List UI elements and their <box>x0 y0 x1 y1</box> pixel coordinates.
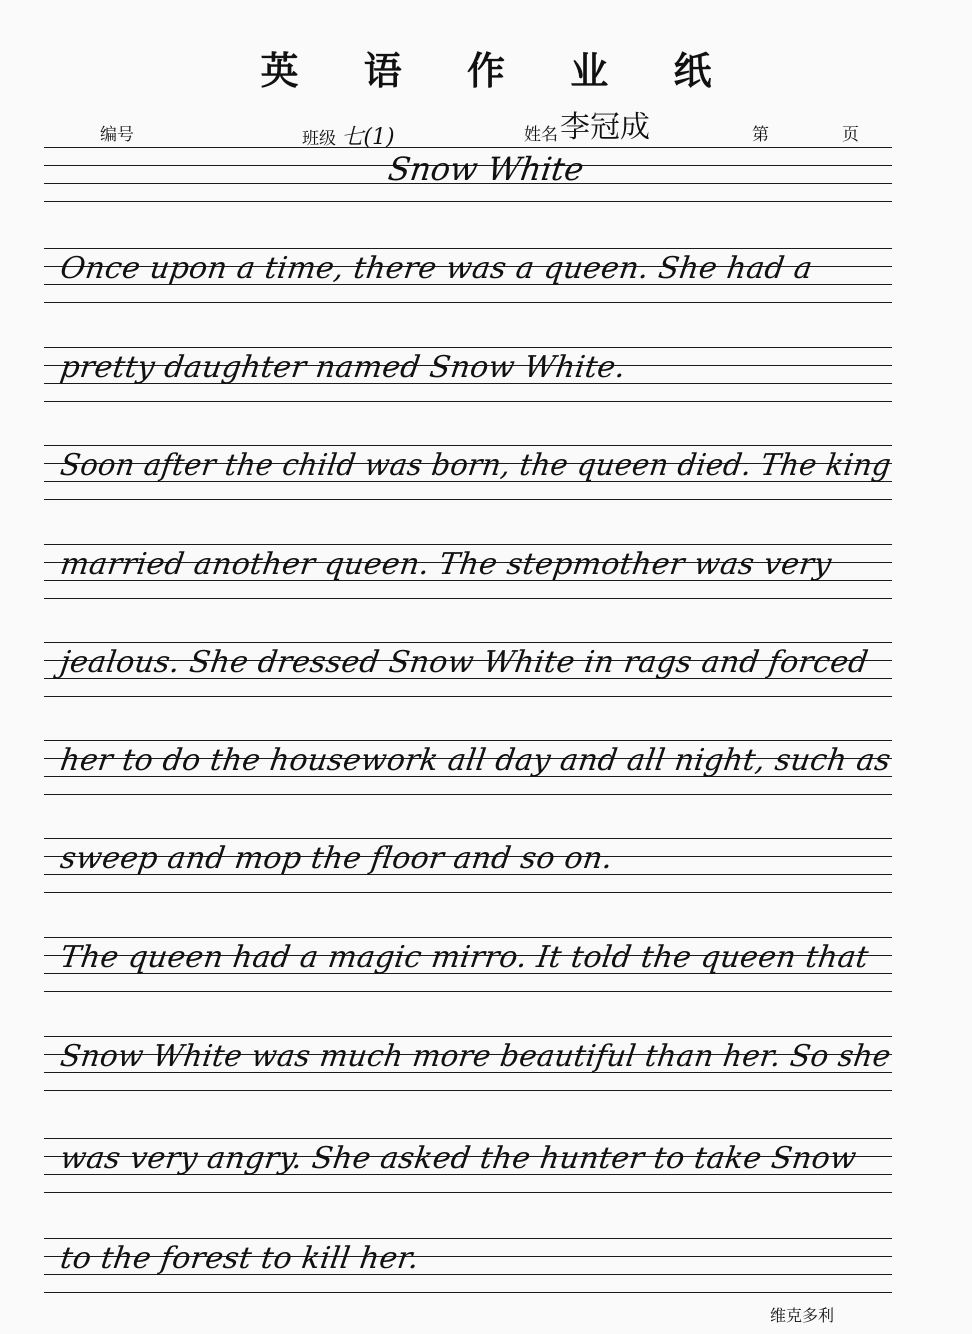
name-label: 姓名 <box>524 125 558 145</box>
writing-line-4 <box>44 544 892 614</box>
writing-line-9 <box>44 1036 892 1106</box>
writing-line-2 <box>44 347 892 417</box>
number-label: 编号 <box>100 125 134 145</box>
class-label: 班级 <box>302 129 336 149</box>
story-line-4: married another queen. The stepmother was very <box>58 547 834 582</box>
writing-line-8 <box>44 937 892 1007</box>
writing-line-6 <box>44 740 892 810</box>
writing-line-11 <box>44 1238 892 1308</box>
story-line-5: jealous. She dressed Snow White in rags and forced <box>58 645 871 680</box>
page-title: 英 语 作 业 纸 <box>260 48 738 93</box>
story-line-6: her to do the housework all day and all night, such as <box>58 743 893 778</box>
writing-line-3 <box>44 445 892 515</box>
class-value: 七(1) <box>341 125 395 150</box>
page-label-1: 第 <box>752 125 769 145</box>
story-title: Snow White <box>385 150 587 188</box>
story-line-3: Soon after the child was born, the queen died. The king <box>58 448 894 483</box>
name-field <box>524 110 650 145</box>
story-line-8: The queen had a magic mirro. It told the queen that <box>58 940 871 975</box>
page-label-2: 页 <box>842 125 859 145</box>
writing-line-1 <box>44 248 892 318</box>
story-line-1: Once upon a time, there was a queen. She had a <box>58 251 815 286</box>
story-line-10: was very angry. She asked the hunter to take Snow <box>58 1141 859 1176</box>
writing-line-7 <box>44 838 892 908</box>
story-line-7: sweep and mop the floor and so on. <box>58 841 616 876</box>
brand-footer: 维克多利 <box>769 1306 834 1325</box>
writing-line-10 <box>44 1138 892 1208</box>
story-line-9: Snow White was much more beautiful than her. So she <box>58 1039 893 1074</box>
story-line-11: to the forest to kill her. <box>58 1241 422 1276</box>
writing-line-5 <box>44 642 892 712</box>
name-value: 李冠成 <box>560 110 650 145</box>
story-line-2: pretty daughter named Snow White. <box>58 350 628 385</box>
